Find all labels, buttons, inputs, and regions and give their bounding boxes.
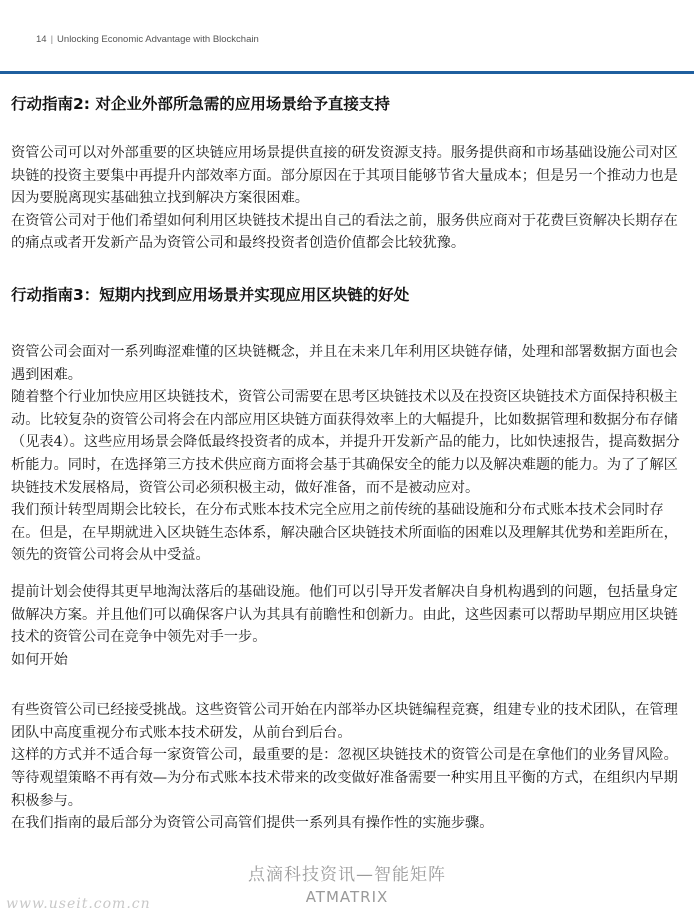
paragraph: 资管公司可以对外部重要的区块链应用场景提供直接的研发资源支持。服务提供商和市场基础设施公司对区块链的投资主要集中再提升内部效率方面。部分原因在于其项目能够节省大量成本；但是另一个推动力也是因为要脱离现实基础独立找到解决方案很困难。 [11, 145, 678, 207]
paragraph: 这样的方式并不适合每一家资管公司，最重要的是：忽视区块链技术的资管公司是在拿他们的业务冒风险。等待观望策略不再有效—为分布式账本技术带来的改变做好准备需要一种实用且平衡的方式，在组织内早期积极参与。 [11, 747, 678, 809]
page-number: 14 [36, 34, 47, 45]
document-title: Unlocking Economic Advantage with Blockchain [57, 34, 259, 45]
section-heading-action-guide-2: 行动指南2: 对企业外部所急需的应用场景给予直接支持 [11, 95, 390, 113]
footer-watermark-cn: 点滴科技资讯—智能矩阵 [248, 865, 446, 885]
section-heading-action-guide-3: 行动指南3：短期内找到应用场景并实现应用区块链的好处 [11, 285, 410, 304]
paragraph: 在资管公司对于他们希望如何利用区块链技术提出自己的看法之前，服务供应商对于花费巨资解决长期存在的痛点或者开发新产品为资管公司和最终投资者创造价值都会比较犹豫。 [11, 212, 678, 252]
page-body [11, 94, 683, 835]
paragraph: 随着整个行业加快应用区块链技术，资管公司需要在思考区块链技术以及在投资区块链技术方面保持积极主动。比较复杂的资管公司将会在内部应用区块链方面获得效率上的大幅提升，比如数据管理和数据分布存储（见表4）。这些应用场景会降低最终投资者的成本，并提升开发新产品的能力，比如快速报告，提高数据分析能力。同时，在选择第三方技术供应商方面将会基于其确保安全的能力以及解决难题的能力。为了了解区块链技术发展格局，资管公司必须积极主动，做好准备，而不是被动应对。 [11, 389, 680, 496]
paragraph: 有些资管公司已经接受挑战。这些资管公司开始在内部举办区块链编程竞赛，组建专业的技术团队，在管理团队中高度重视分布式账本技术研发，从前台到后台。 [11, 702, 678, 741]
header-separator: | [50, 34, 54, 45]
paragraph: 提前计划会使得其更早地淘汰落后的基础设施。他们可以引导开发者解决自身机构遇到的问题，包括量身定做解决方案。并且他们可以确保客户认为其具有前瞻性和创新力。由此，这些因素可以帮助早期应用区块链技术的资管公司在竞争中领先对手一步。 [11, 583, 678, 646]
paragraph: 资管公司会面对一系列晦涩难懂的区块链概念，并且在未来几年利用区块链存储，处理和部署数据方面也会遇到困难。 [11, 343, 678, 383]
paragraph: 在我们指南的最后部分为资管公司高管们提供一系列具有操作性的实施步骤。 [11, 815, 494, 832]
paragraph: 我们预计转型周期会比较长，在分布式账本技术完全应用之前传统的基础设施和分布式账本技术会同时存在。但是，在早期就进入区块链生态体系，解决融合区块链技术所面临的困难以及理解其优势和差距所在，领先的资管公司将会从中受益。 [11, 502, 678, 564]
site-watermark: www.useit.com.cn [6, 896, 151, 912]
header-rule [0, 71, 694, 74]
footer-watermark-en: ATMATRIX [305, 888, 389, 906]
subheading-getting-started: 如何开始 [11, 651, 68, 668]
running-header [36, 34, 259, 45]
